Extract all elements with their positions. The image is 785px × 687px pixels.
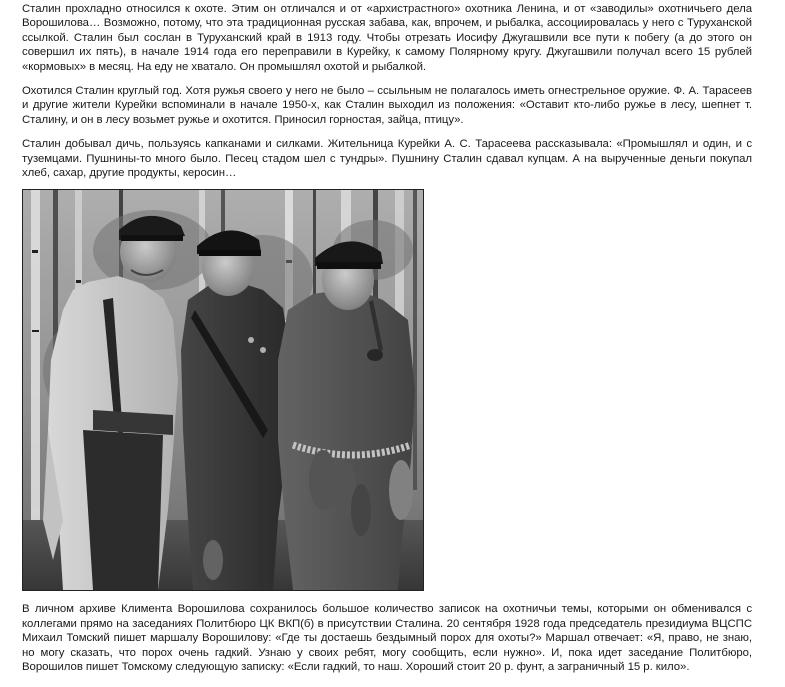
article-paragraph: Охотился Сталин круглый год. Хотя ружья своего у него не было – ссыльным не полагалось иметь огнестрельное оружие. Ф. А. Тарасеев и другие жители Курейки вспоминали в начале 1950-х, как Сталин выходил из положения: «Оставит кто-либо ружье в лесу, шепнет т. Сталину, и он в лесу возьмет ружье и охотится. Приносил горностая, зайца, птицу».	[22, 85, 752, 126]
hunting-photo	[22, 189, 424, 591]
hunters-photo-illustration	[23, 190, 423, 590]
article-paragraph: В личном архиве Климента Ворошилова сохранилось большое количество записок на охотничьи темы, которыми он обменивался с коллегами прямо на заседаниях Политбюро ЦК ВКП(б) в присутствии Сталина. 20 сентября 1928 года председатель президиума ВЦСПС Михаил Томский пишет маршалу Ворошилову: «Где ты достаешь бездымный порох для охоты?» Маршал отвечает: «Я, право, не знаю, но могу сказать, что порох очень гадкий. Узнаю у своих ребят, могу сообщить, если нужно». И, пока идет заседание Политбюро, Ворошилов пишет Томскому следующую записку: «Если гадкий, то наш. Хороший стоит 20 р. фунт, а заграничный 15 р. кило».	[22, 603, 752, 674]
article-body	[22, 2, 752, 675]
article-paragraph: Сталин прохладно относился к охоте. Этим он отличался и от «архистрастного» охотника Ленина, и от «заводилы» охотничьего дела Ворошилова… Возможно, потому, что эта традиционная русская забава, как, впрочем, и рыбалка, ассоциировалась у него с Туруханской ссылкой. Сталин был сослан в Туруханский край в 1913 году. Чтобы отрезать Иосифу Джугашвили все пути к побегу (а до этого он совершил их пять), в начале 1914 года его переправили в Курейку, к самому Полярному кругу. Джугашвили получал всего 15 рублей «кормовых» в месяц. На еду не хватало. Он промышлял охотой и рыбалкой.	[22, 3, 752, 73]
article-paragraph: Сталин добывал дичь, пользуясь капканами и силками. Жительница Курейки А. С. Тарасеева рассказывала: «Промышлял и один, и с туземцами. Пушнины-то много было. Песец стадом шел с тундры». Пушнину Сталин сдавал купцам. А на вырученные деньги покупал хлеб, сахар, другие продукты, керосин…	[22, 138, 752, 180]
